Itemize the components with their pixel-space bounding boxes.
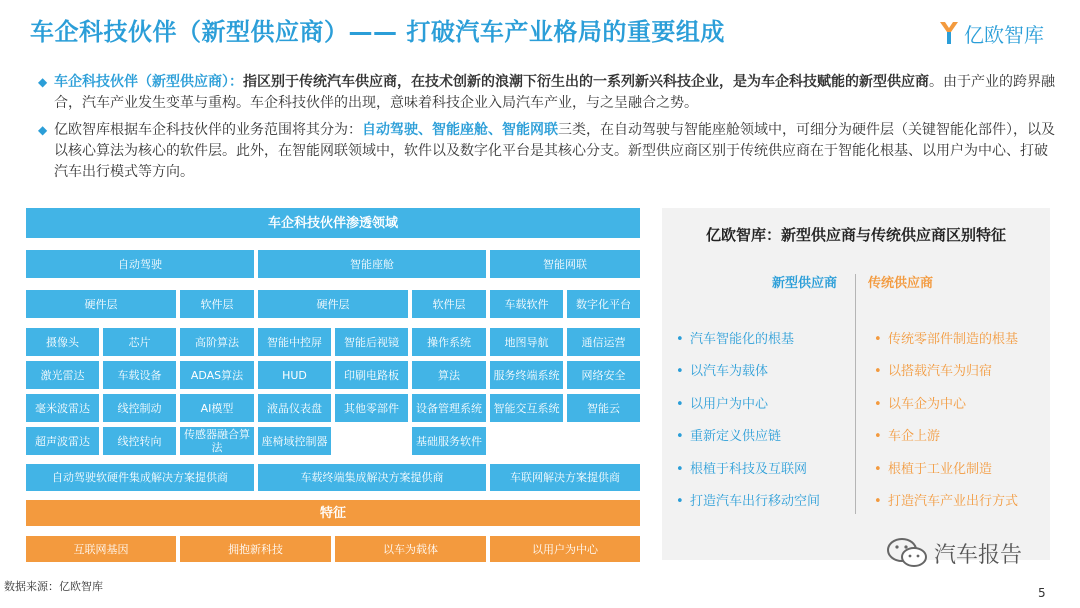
domain-connected-car: 智能网联: [490, 250, 640, 278]
bullet-definition: [38, 72, 1060, 114]
feature-item: 拥抱新科技: [180, 536, 331, 562]
domain-smart-cockpit: 智能座舱: [258, 250, 486, 278]
list-item: • 重新定义供应链: [676, 429, 782, 445]
feature-item: 以车为载体: [335, 536, 486, 562]
item-cell: 印刷电路板: [335, 361, 408, 389]
layer-cockpit-software: 软件层: [412, 290, 486, 318]
list-item: • 以汽车为载体: [676, 364, 769, 380]
item-cell: 摄像头: [26, 328, 99, 356]
item-cell: 高阶算法: [180, 328, 254, 356]
item-cell: 线控转向: [103, 427, 176, 455]
page-title: 车企科技伙伴（新型供应商）—— 打破汽车产业格局的重要组成: [30, 18, 725, 46]
traditional-supplier-list: [874, 328, 1018, 522]
bullet-term: 车企科技伙伴（新型供应商）：: [54, 74, 243, 90]
item-cell: 超声波雷达: [26, 427, 99, 455]
traditional-supplier-heading: 传统供应商: [868, 276, 934, 291]
layer-ad-hardware: 硬件层: [26, 290, 176, 318]
list-item: • 根植于工业化制造: [874, 461, 993, 477]
new-supplier-list: [676, 328, 820, 522]
item-cell: 毫米波雷达: [26, 394, 99, 422]
item-cell: 座椅域控制器: [258, 427, 331, 455]
item-cell: 激光雷达: [26, 361, 99, 389]
diamond-bullet-icon: ◆: [38, 123, 48, 137]
page-number: 5: [1038, 586, 1046, 600]
item-cell: 地图导航: [490, 328, 563, 356]
penetration-diagram: [26, 208, 640, 565]
column-divider: [855, 274, 856, 514]
layer-car-software: 车载软件: [490, 290, 563, 318]
list-item: • 车企上游: [874, 429, 941, 445]
item-cell: 操作系统: [412, 328, 486, 356]
intro-bullets: [38, 72, 1060, 189]
item-cell: 智能中控屏: [258, 328, 331, 356]
item-cell: 线控制动: [103, 394, 176, 422]
wechat-icon: [886, 536, 928, 570]
item-cell: ADAS算法: [180, 361, 254, 389]
diamond-bullet-icon: ◆: [38, 75, 48, 89]
list-item: • 传统零部件制造的根基: [874, 332, 1019, 347]
new-supplier-heading: 新型供应商: [772, 276, 838, 291]
panel-title: 亿欧智库：新型供应商与传统供应商区别特征: [705, 226, 1006, 244]
item-cell: 通信运营: [567, 328, 640, 356]
integrator-connected: 车联网解决方案提供商: [490, 464, 640, 491]
watermark: [886, 536, 1022, 570]
list-item: • 打造汽车产业出行方式: [874, 493, 1019, 509]
item-cell: 液晶仪表盘: [258, 394, 331, 422]
data-source: 数据来源：亿欧智库: [4, 580, 103, 593]
item-cell: 智能交互系统: [490, 394, 563, 422]
layer-digital-platform: 数字化平台: [567, 290, 640, 318]
item-cell: 传感器融合算法: [180, 427, 254, 455]
list-item: • 以车企为中心: [874, 396, 967, 412]
bullet-bold-text: 指区别于传统汽车供应商，在技术创新的浪潮下衍生出的一系列新兴科技企业，是为车企科技赋能的新型供应商: [243, 74, 929, 90]
brand-logo: [938, 16, 1058, 50]
feature-item: 互联网基因: [26, 536, 176, 562]
layer-cockpit-hardware: 硬件层: [258, 290, 408, 318]
list-item: • 汽车智能化的根基: [676, 332, 795, 347]
bullet-text: 。由于产业的跨界融合，汽车产业发生变革与重构。车企科技伙伴的出现，意味着科技企业入局汽车产业，与之呈融合之势。: [54, 74, 1055, 111]
diagram-title: 车企科技伙伴渗透领域: [26, 208, 640, 238]
bullet-pre: 亿欧智库根据车企科技伙伴的业务范围将其分为：: [54, 122, 362, 138]
integrator-cockpit: 车载终端集成解决方案提供商: [258, 464, 486, 491]
watermark-text: 汽车报告: [934, 542, 1023, 568]
item-cell: AI模型: [180, 394, 254, 422]
feature-title: 特征: [26, 500, 640, 526]
integrator-autonomous: 自动驾驶软硬件集成解决方案提供商: [26, 464, 254, 491]
layer-ad-software: 软件层: [180, 290, 254, 318]
item-cell: 设备管理系统: [412, 394, 486, 422]
item-cell: 智能后视镜: [335, 328, 408, 356]
bullet-post: 三类，在自动驾驶与智能座舱领域中，可细分为硬件层（关键智能化部件），以及以核心算法为核心的软件层。此外，在智能网联领域中，软件以及数字化平台是其核心分支。新型供应商区别于传统供应商在于智能化根基、以用户为中心、打破汽车出行模式等方向。: [54, 122, 1055, 180]
list-item: • 以搭载汽车为归宿: [874, 364, 993, 380]
item-cell: 基础服务软件: [412, 427, 486, 455]
comparison-panel: [662, 208, 1050, 560]
logo-text: 亿欧智库: [964, 22, 1044, 47]
item-cell: 算法: [412, 361, 486, 389]
item-cell: HUD: [258, 361, 331, 389]
item-cell: 网络安全: [567, 361, 640, 389]
item-cell: 芯片: [103, 328, 176, 356]
list-item: • 根植于科技及互联网: [676, 461, 808, 477]
item-cell: 智能云: [567, 394, 640, 422]
item-cell: 车载设备: [103, 361, 176, 389]
list-item: • 打造汽车出行移动空间: [676, 493, 821, 509]
domain-autonomous-driving: 自动驾驶: [26, 250, 254, 278]
yiou-logo-icon: [938, 20, 960, 46]
feature-item: 以用户为中心: [490, 536, 640, 562]
item-cell: 其他零部件: [335, 394, 408, 422]
bullet-highlight: 自动驾驶、智能座舱、智能网联: [362, 122, 558, 138]
bullet-classification: [38, 120, 1060, 183]
list-item: • 以用户为中心: [676, 396, 769, 412]
item-cell: 服务终端系统: [490, 361, 563, 389]
